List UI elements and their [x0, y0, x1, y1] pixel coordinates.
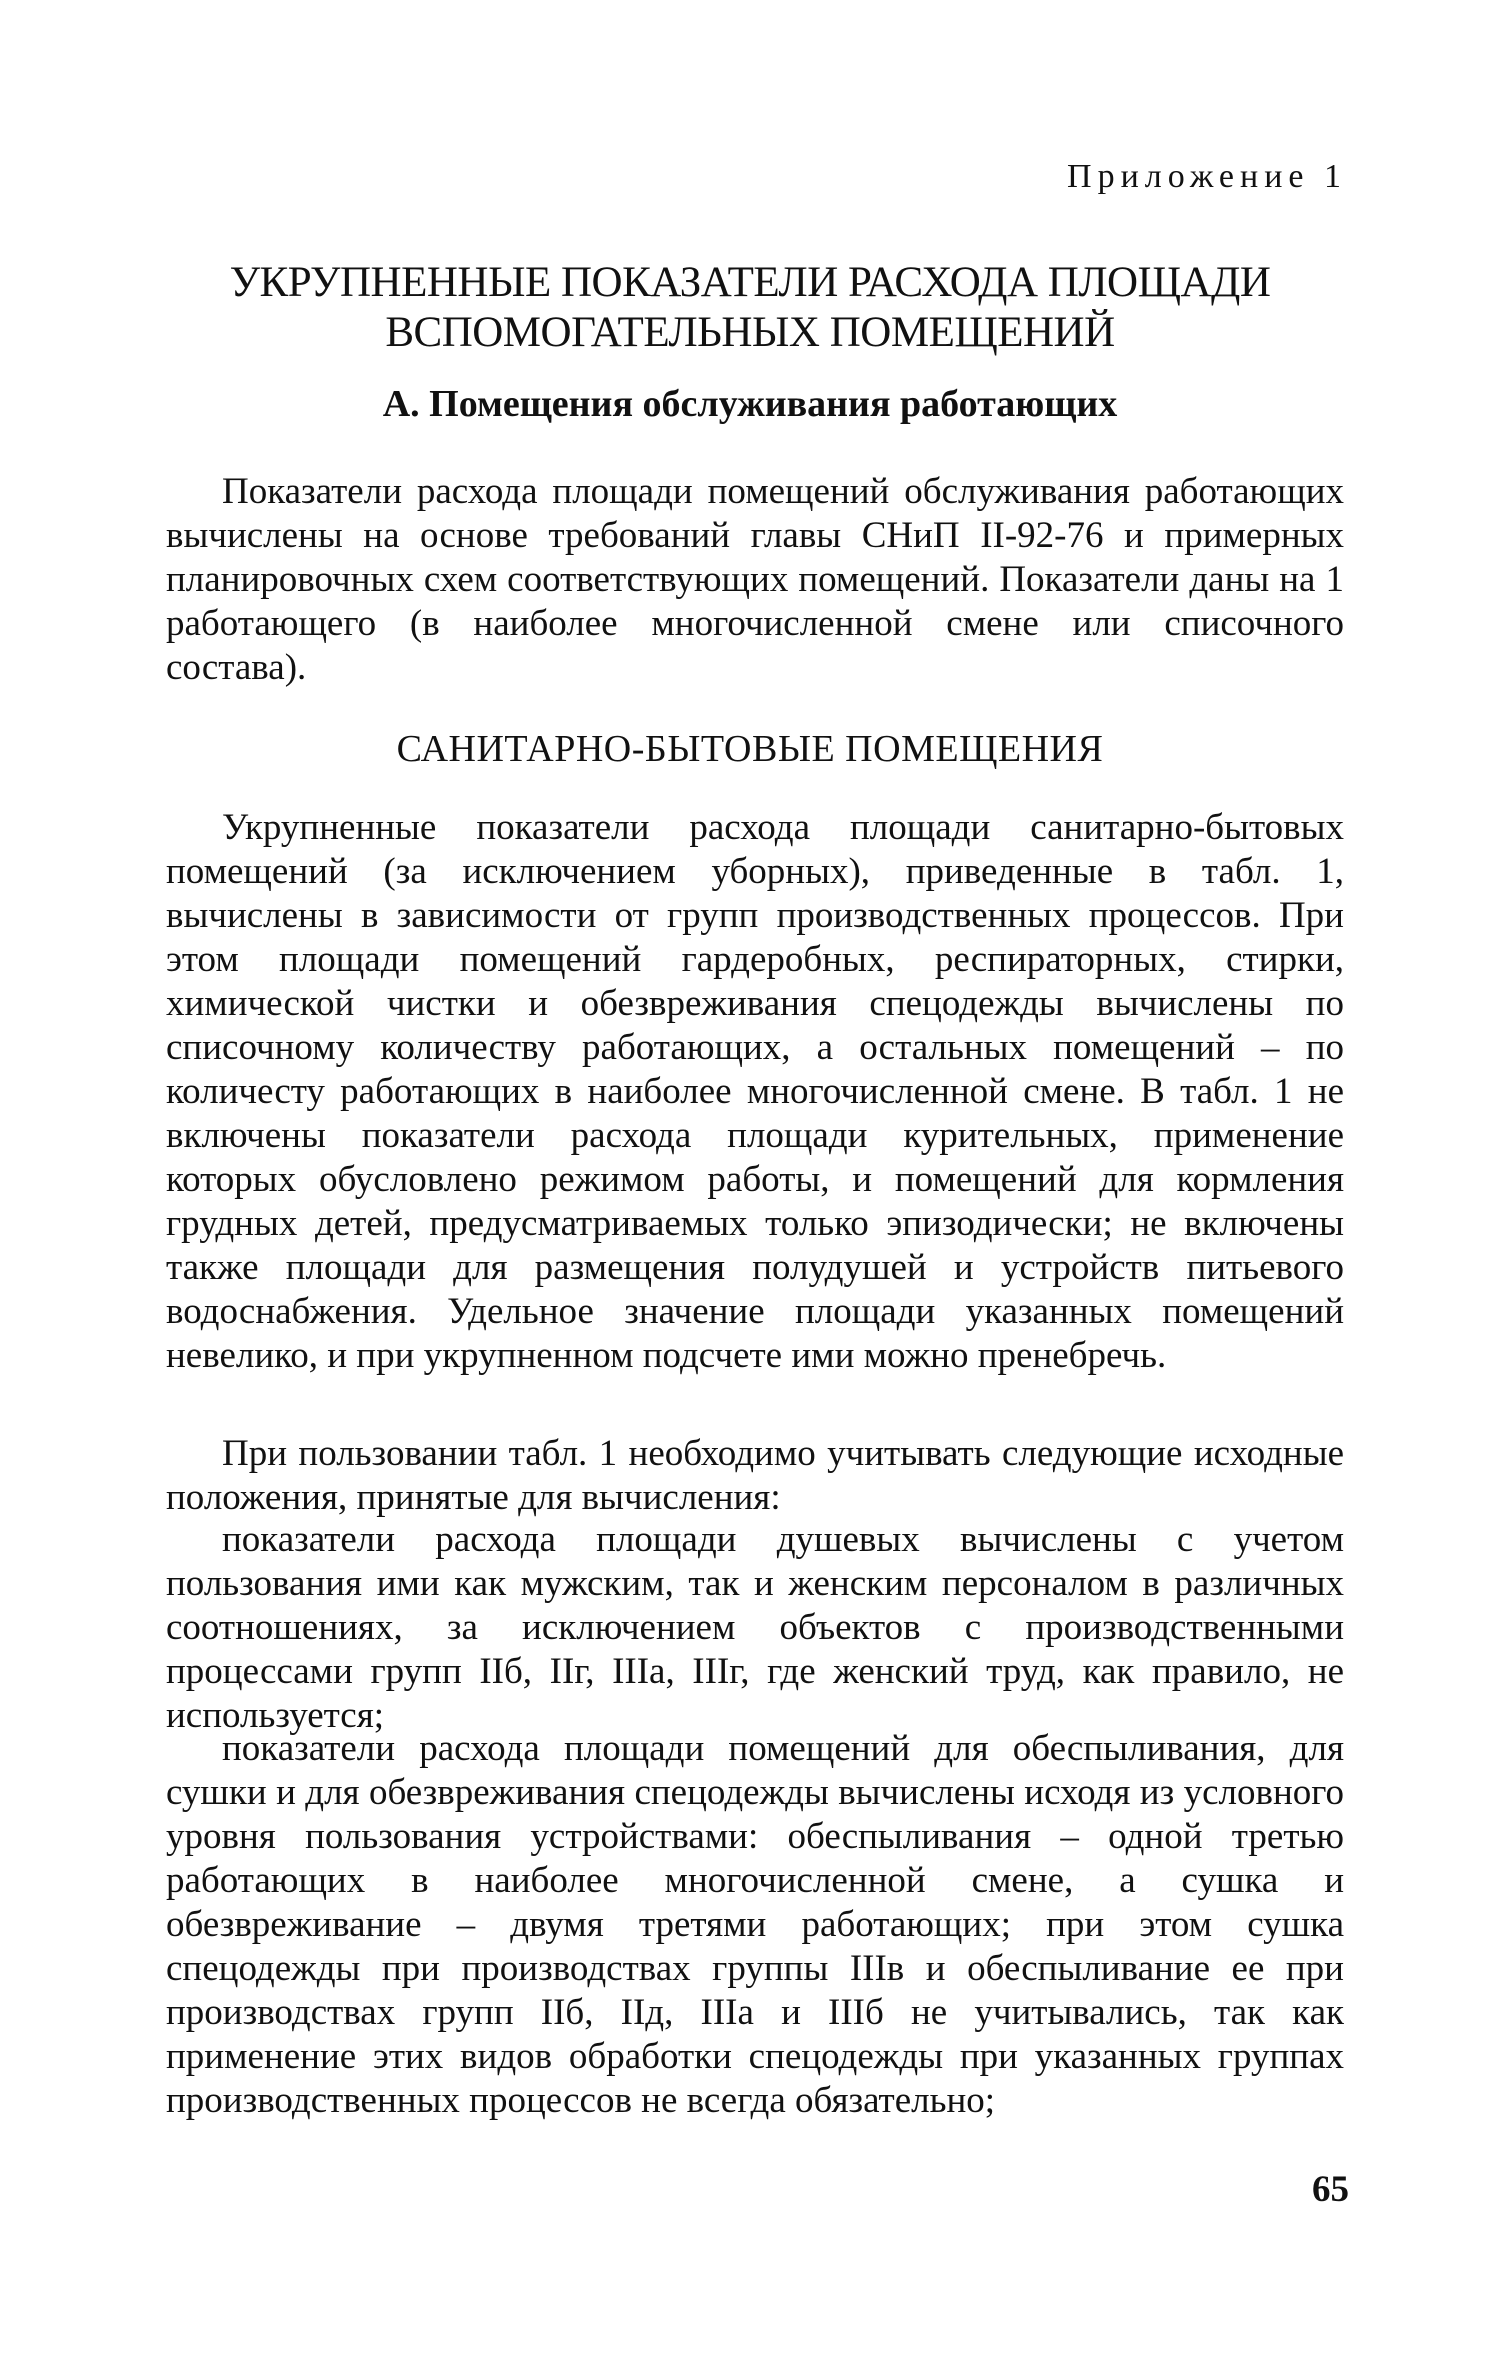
title-line-2: ВСПОМОГАТЕЛЬНЫХ ПОМЕЩЕНИЙ [385, 309, 1115, 356]
page-number: 65 [1312, 2169, 1349, 2210]
paragraph-1: Укрупненные показатели расхода площади санитарно-бытовых помещений (за исключением уборных), приведенные в табл. 1, вычислены в зависимости от групп производственных процессов. При этом площади помещений гардеробных, респираторных, стирки, химической чистки и обезвреживания спецодежды вычислены по списочному количеству работающих, а остальных помещений – по количесту работающих в наиболее многочисленной смене. В табл. 1 не включены показатели расхода площади курительных, применение которых обусловлено режимом работы, и помещений для кормления грудных детей, предусматриваемых только эпизодически; не включены также площади для размещения полудушей и устройств питьевого водоснабжения. Удельное значение площади указанных помещений невелико, и при укрупненном подсчете ими можно пренебречь. [166, 807, 1344, 1376]
paragraph-2: При пользовании табл. 1 необходимо учитывать следующие исходные положения, принятые для вычисления: [166, 1433, 1344, 1518]
section-heading: САНИТАРНО-БЫТОВЫЕ ПОМЕЩЕНИЯ [396, 728, 1104, 770]
appendix-label: Приложение 1 [1067, 158, 1347, 195]
paragraph-3: показатели расхода площади душевых вычислены с учетом пользования ими как мужским, так и женским персоналом в различных соотношениях, за исключением объектов с производственными процессами групп IIб, IIг, IIIа, IIIг, где женский труд, как правило, не используется; [166, 1519, 1344, 1736]
title-line-1: УКРУПНЕННЫЕ ПОКАЗАТЕЛИ РАСХОДА ПЛОЩАДИ [229, 259, 1271, 306]
intro-paragraph: Показатели расхода площади помещений обслуживания работающих вычислены на основе требований главы СНиП II-92-76 и примерных планировочных схем соответствующих помещений. Показатели даны на 1 работающего (в наиболее многочисленной смене или списочного состава). [166, 471, 1344, 688]
paragraph-4: показатели расхода площади помещений для обеспыливания, для сушки и для обезвреживания спецодежды вычислены исходя из условного уровня пользования устройствами: обеспыливания – одной третью работающих в наиболее многочисленной смене, а сушка и обезвреживание – двумя третями работающих; при этом сушка спецодежды при производствах группы IIIв и обеспыливание ее при производствах групп IIб, IIд, IIIа и IIIб не учитывались, так как применение этих видов обработки спецодежды при указанных группах производственных процессов не всегда обязательно; [166, 1728, 1344, 2121]
subtitle: А. Помещения обслуживания работающих [382, 383, 1118, 425]
page-title [160, 258, 1340, 358]
